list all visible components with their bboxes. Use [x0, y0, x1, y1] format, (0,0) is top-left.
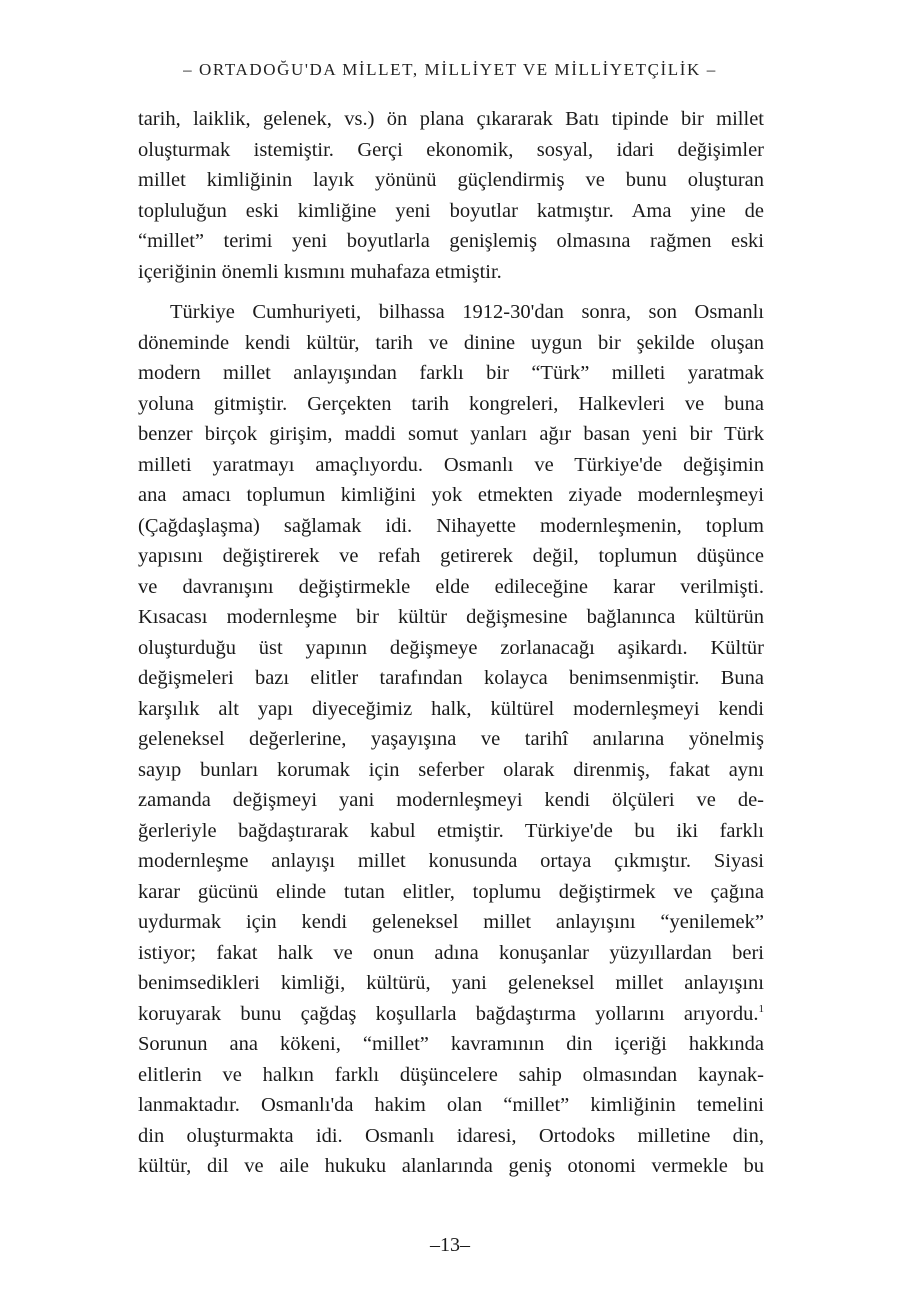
text-line: Türkiye Cumhuriyeti, bilhassa 1912-30'dan sonra, son Osmanlı [170, 301, 764, 323]
text-line: lanmaktadır. Osmanlı'da hakim olan “millet” kimliğinin temelini [138, 1094, 764, 1116]
text-line: yoluna gitmiştir. Gerçekten tarih kongreleri, Halkevleri ve buna [138, 392, 764, 415]
text-line: (Çağdaşlaşma) sağlamak idi. Nihayette modernleşmenin, toplum [138, 514, 764, 537]
text-line: istiyor; fakat halk ve onun adına konuşanlar yüzyıllardan beri [138, 941, 764, 964]
text-line-content: koruyarak bunu çağdaş koşullarla bağdaştırma yollarını arıyordu. [138, 1002, 759, 1025]
text-line: değişmeleri bazı elitler tarafından kolayca benimsenmiştir. Buna [138, 667, 764, 689]
text-line: modernleşme anlayışı millet konusunda ortaya çıkmıştır. Siyasi [138, 850, 764, 872]
text-line: yapısını değiştirerek ve refah getirerek değil, toplumun düşünce [138, 545, 764, 567]
text-line: ğerleriyle bağdaştırarak kabul etmiştir. Türkiye'de bu iki farklı [138, 819, 764, 842]
text-line: kültür, dil ve aile hukuku alanlarında geniş otonomi vermekle bu [138, 1155, 764, 1177]
text-line: zamanda değişmeyi yani modernleşmeyi kendi ölçüleri ve de- [138, 789, 764, 811]
text-line: karşılık alt yapı diyeceğimiz halk, kültürel modernleşmeyi kendi [138, 697, 764, 720]
text-line: modern millet anlayışından farklı bir “Türk” milleti yaratmak [138, 362, 764, 384]
text-line: Sorunun ana kökeni, “millet” kavramının din içeriği hakkında [138, 1033, 764, 1055]
text-line: oluşturduğu üst yapının değişmeye zorlanacağı aşikardı. Kültür [138, 636, 764, 659]
text-line: topluluğun eski kimliğine yeni boyutlar katmıştır. Ama yine de [138, 199, 764, 222]
text-line: uydurmak için kendi geleneksel millet anlayışını “yenilemek” [138, 911, 764, 933]
text-line: ana amacı toplumun kimliğini yok etmekten ziyade modernleşmeyi [138, 484, 764, 506]
text-line: içeriğinin önemli kısmını muhafaza etmiştir. [138, 260, 502, 283]
text-line: Kısacası modernleşme bir kültür değişmesine bağlanınca kültürün [138, 606, 764, 628]
text-line: geleneksel değerlerine, yaşayışına ve tarihî anılarına yönelmiş [138, 728, 764, 750]
text-line: din oluşturmakta idi. Osmanlı idaresi, Ortodoks milletine din, [138, 1124, 764, 1147]
body-text [138, 104, 764, 1182]
text-line: tarih, laiklik, gelenek, vs.) ön plana çıkararak Batı tipinde bir millet [138, 108, 764, 130]
text-line: oluşturmak istemiştir. Gerçi ekonomik, sosyal, idari değişimler [138, 138, 764, 161]
text-line: milleti yaratmayı amaçlıyordu. Osmanlı ve Türkiye'de değişimin [138, 453, 764, 476]
footnote-marker[interactable]: 1 [758, 1002, 764, 1015]
page-number: –13– [430, 1234, 470, 1256]
text-line: ve davranışını değiştirmekle elde edileceğine karar verilmişti. [138, 575, 764, 598]
text-line: elitlerin ve halkın farklı düşüncelere sahip olmasından kaynak- [138, 1063, 764, 1086]
text-line: millet kimliğinin layık yönünü güçlendirmiş ve bunu oluşturan [138, 169, 764, 191]
running-header: – ORTADOĞU'DA MİLLET, MİLLİYET VE MİLLİYETÇİLİK – [183, 60, 717, 79]
text-line: döneminde kendi kültür, tarih ve dinine uygun bir şekilde oluşan [138, 331, 764, 354]
text-line: “millet” terimi yeni boyutlarla genişlemiş olmasına rağmen eski [138, 230, 764, 252]
text-line: karar gücünü elinde tutan elitler, toplumu değiştirmek ve çağına [138, 880, 764, 903]
paragraph-gap [138, 287, 764, 297]
text-line: benzer birçok girişim, maddi somut yanları ağır basan yeni bir Türk [138, 423, 764, 445]
text-line: sayıp bunları korumak için seferber olarak direnmiş, fakat aynı [138, 758, 764, 781]
text-line-with-footnote [138, 999, 764, 1030]
text-line: benimsedikleri kimliği, kültürü, yani geleneksel millet anlayışını [138, 972, 764, 994]
